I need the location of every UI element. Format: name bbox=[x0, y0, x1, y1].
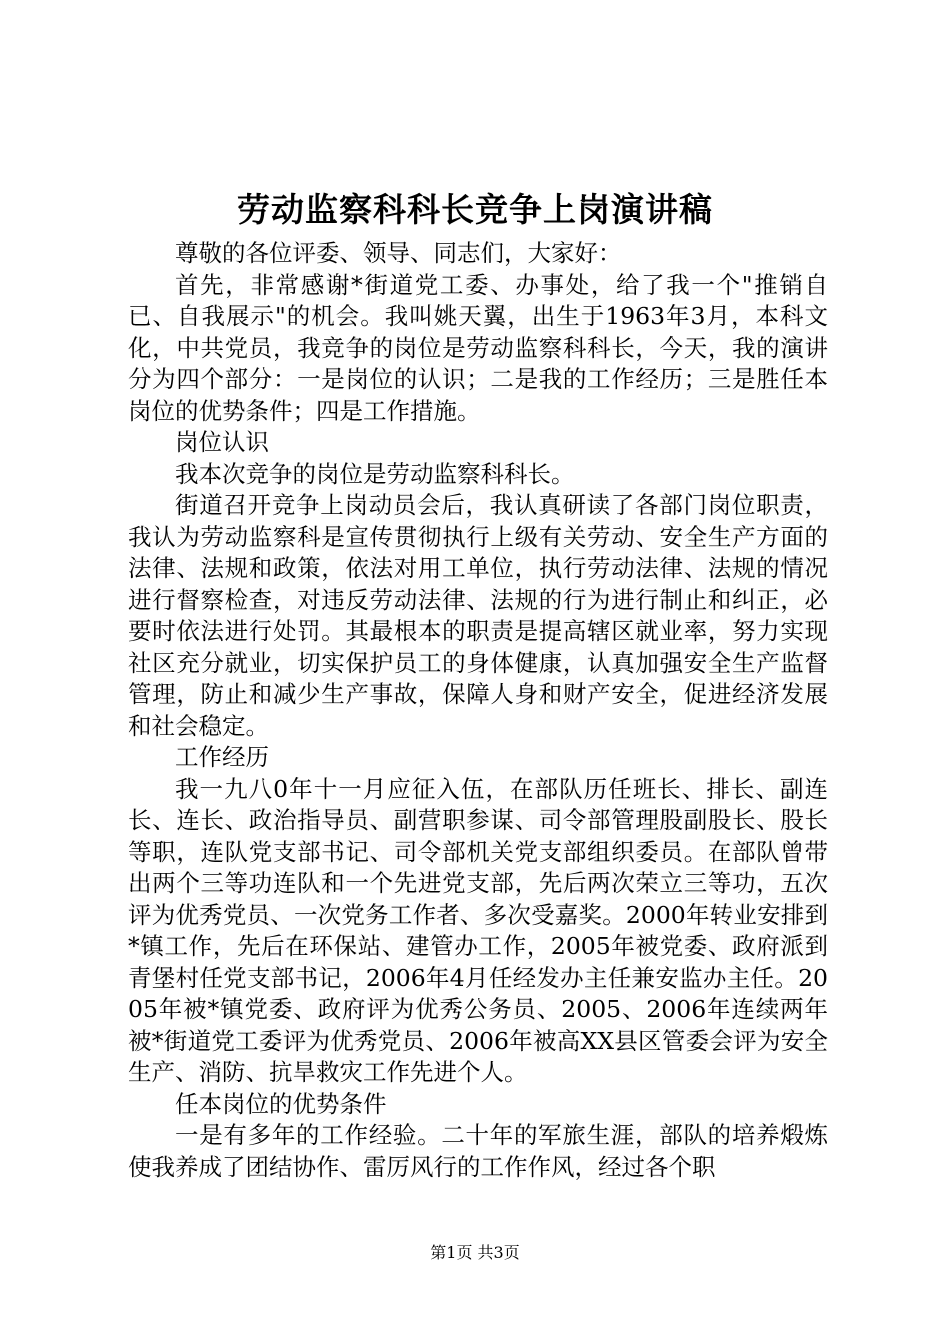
page-footer: 第1页 共3页 bbox=[430, 1243, 520, 1262]
greeting-paragraph: 尊敬的各位评委、领导、同志们，大家好： bbox=[175, 239, 622, 267]
section-heading-advantages: 任本岗位的优势条件 bbox=[175, 1089, 387, 1118]
advantages-paragraph: 一是有多年的工作经验。二十年的军旅生涯，部队的培养煅炼使我养成了团结协作、雷厉风行的工作作风，经过各个职 bbox=[128, 1121, 828, 1181]
document-body bbox=[128, 238, 828, 1183]
duties-paragraph: 街道召开竞争上岗动员会后，我认真研读了各部门岗位职责，我认为劳动监察科是宣传贯彻执行上级有关劳动、安全生产方面的法律、法规和政策，依法对用工单位，执行劳动法律、法规的情况进行督察检查，对违反劳动法律、法规的行为进行制止和纠正，必要时依法进行处罚。其最根本的职责是提高辖区就业率，努力实现社区充分就业，切实保护员工的身体健康，认真加强安全生产监督管理，防止和减少生产事故，保障人身和财产安全，促进经济发展和社会稳定。 bbox=[128, 491, 828, 740]
section-heading-position: 岗位认识 bbox=[175, 428, 269, 456]
position-paragraph: 我本次竞争的岗位是劳动监察科科长。 bbox=[175, 459, 575, 488]
experience-paragraph: 我一九八0年十一月应征入伍，在部队历任班长、排长、副连长、连长、政治指导员、副营职参谋、司令部管理股副股长、股长等职，连队党支部书记、司令部机关党支部组织委员。在部队曾带出两个三等功连队和一个先进党支部，先后两次荣立三等功，五次评为优秀党员、一次党务工作者、多次受嘉奖。2000年转业安排到*镇工作，先后在环保站、建管办工作，2005年被党委、政府派到青堡村任党支部书记，2006年4月任经发办主任兼安监办主任。2005年被*镇党委、政府评为优秀公务员、2005、2006年连续两年被*街道党工委评为优秀党员、2006年被高XX县区管委会评为安全生产、消防、抗旱救灾工作先进个人。 bbox=[128, 774, 828, 1086]
section-heading-experience: 工作经历 bbox=[175, 743, 269, 771]
intro-paragraph: 首先，非常感谢*街道党工委、办事处，给了我一个"推销自已、自我展示"的机会。我叫姚天翼，出生于1963年3月，本科文化，中共党员，我竞争的岗位是劳动监察科科长，今天，我的演讲分为四个部分：一是岗位的认识；二是我的工作经历；三是胜任本岗位的优势条件；四是工作措施。 bbox=[128, 270, 828, 425]
document-title: 劳动监察科科长竞争上岗演讲稿 bbox=[237, 190, 713, 229]
